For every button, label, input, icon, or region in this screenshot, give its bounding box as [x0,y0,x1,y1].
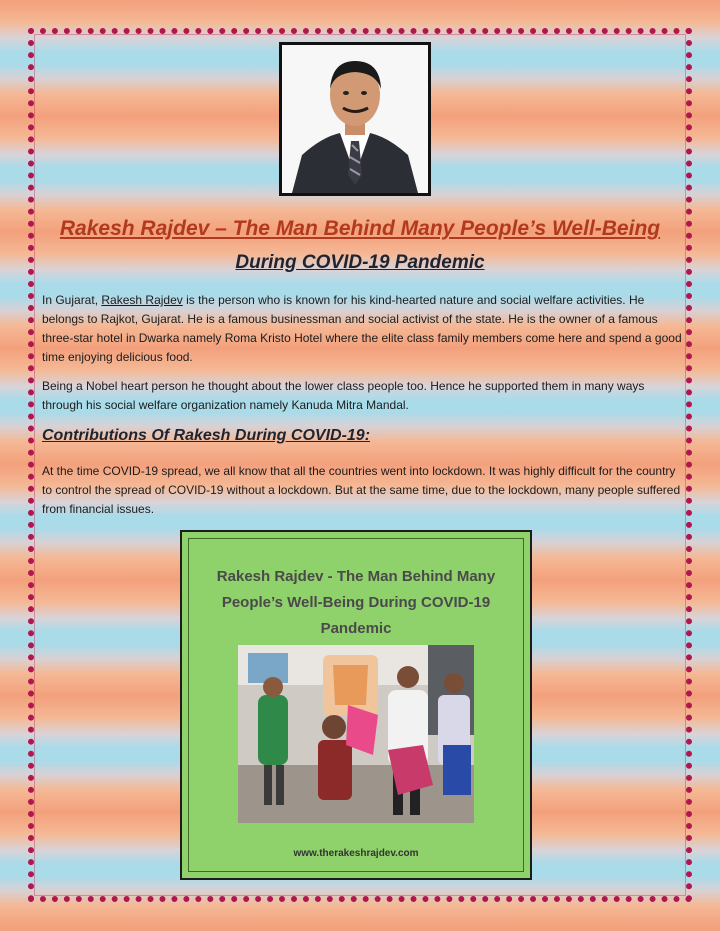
poster-title-line-1: Rakesh Rajdev - The Man Behind Many [216,568,496,585]
section-paragraph: At the time COVID-19 spread, we all know that all the countries went into lockdown. It was highly difficult for the country to control the spread of COVID-19 without a lockdown. But at the same time, due to the lockdown, many people suffered from financial issues. [42,464,681,516]
intro-paragraph [42,291,682,367]
people-distributing-aid-icon [238,645,474,823]
poster-title [202,564,510,642]
poster-photo [238,645,474,823]
paragraph-two: Being a Nobel heart person he thought about the lower class people too. Hence he supported them in many ways through his social welfare organization namely Kanuda Mitra Mandal. [42,379,645,412]
poster-title-line-3: Pandemic [320,620,392,637]
rakesh-rajdev-link[interactable]: Rakesh Rajdev [101,293,183,307]
page-subtitle: During COVID-19 Pandemic [235,252,485,273]
portrait-photo-icon [282,45,428,193]
portrait-image [279,42,431,196]
poster-title-line-2: People’s Well-Being During COVID-19 [221,594,491,611]
page-title: Rakesh Rajdev – The Man Behind Many People’s Well-Being [59,217,661,240]
intro-suffix: is the person who is known for his kind-hearted nature and social welfare activities. He belongs to Rajkot, Gujarat. He is a famous businessman and social activist of the state. He is the owner of a famous three-star hotel in Dwarka namely Roma Kristo Hotel where the elite class family members come here and spend a good time enjoying delicious food. [42,293,682,364]
poster-image [180,530,532,880]
poster-website-url: www.therakeshrajdev.com [293,848,419,859]
section-heading: Contributions Of Rakesh During COVID-19: [42,427,371,444]
intro-prefix: In Gujarat, [42,293,102,307]
